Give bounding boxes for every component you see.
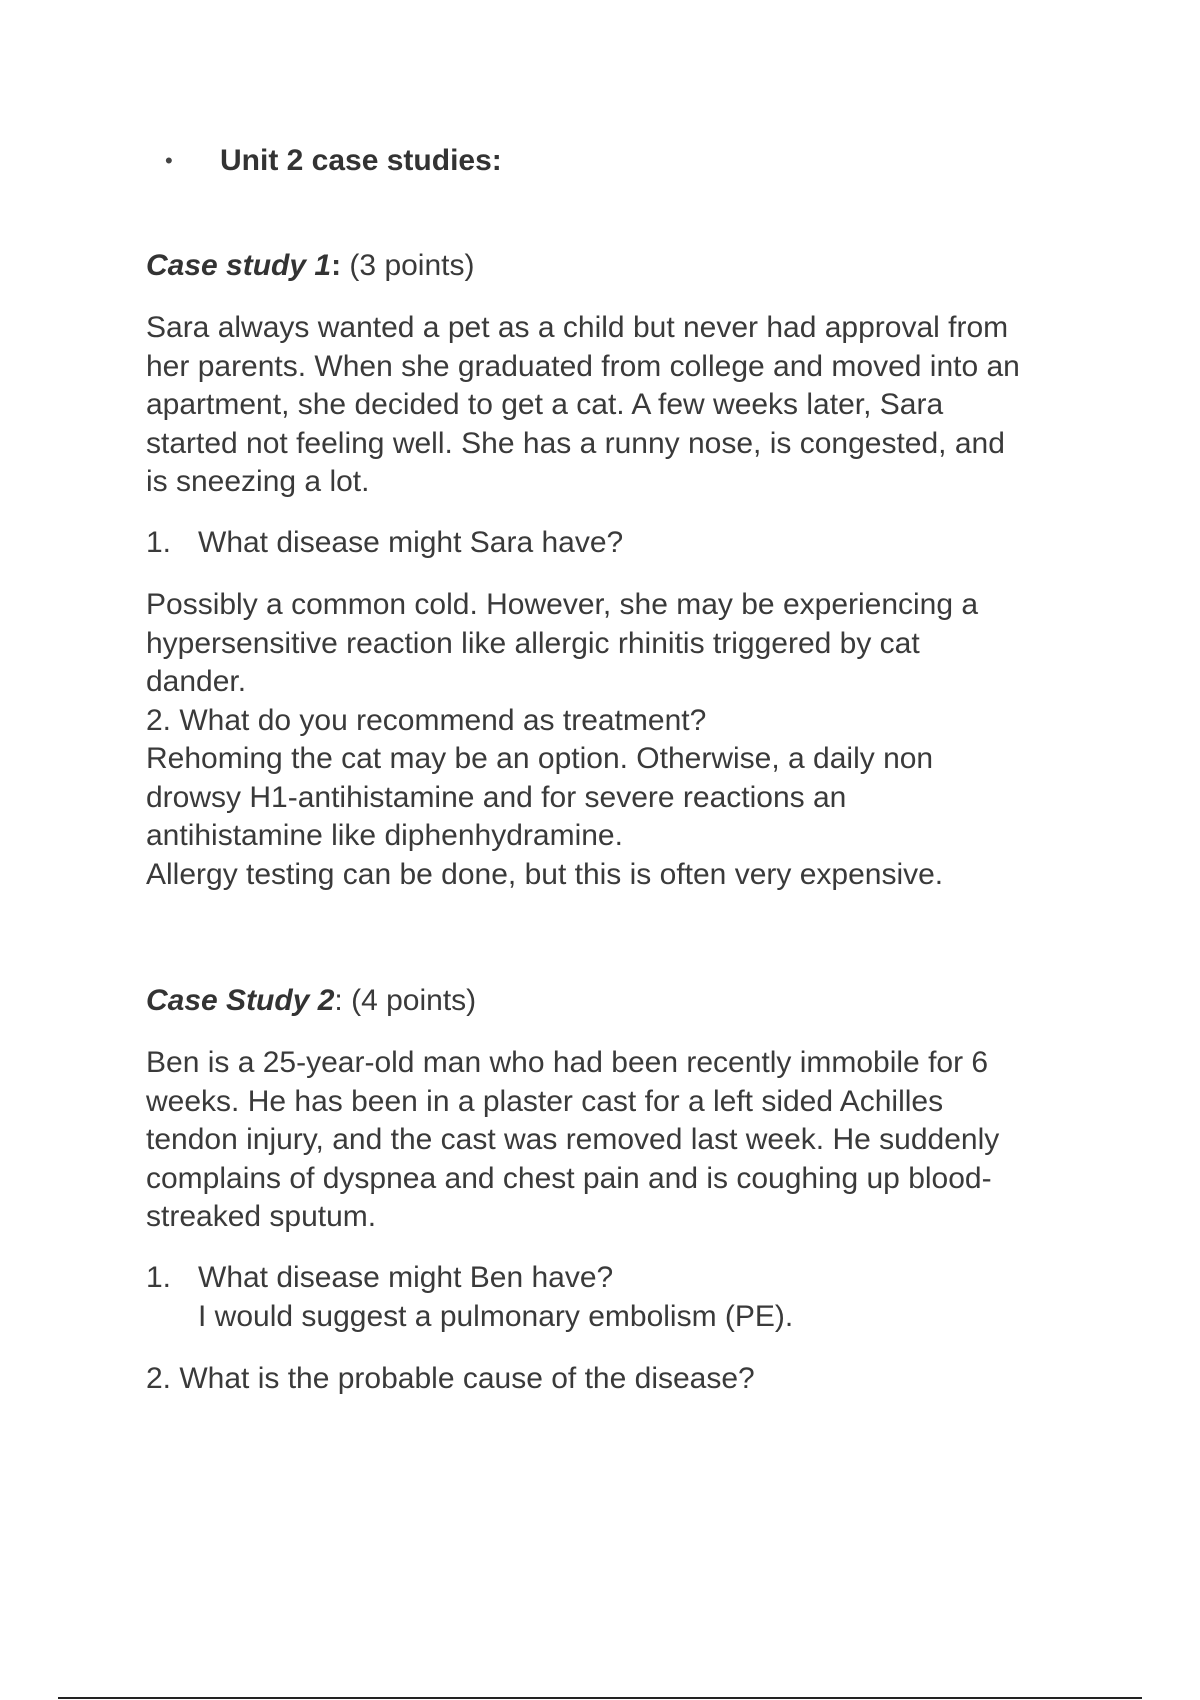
case2-title xyxy=(146,982,1096,1021)
case1-q1-text: What disease might Sara have? xyxy=(198,526,624,559)
case1-answer1-line: dander. xyxy=(146,665,247,698)
case1-answer2-line: Allergy testing can be done, but this is often very expensive. xyxy=(146,857,944,891)
case2-q1-number: 1. xyxy=(146,1261,172,1294)
case1-colon: : xyxy=(331,249,342,282)
case2-q1-text: What disease might Ben have? xyxy=(198,1261,614,1294)
unit-heading xyxy=(165,144,502,178)
case2-scenario xyxy=(146,1044,1096,1237)
case1-q1-number: 1. xyxy=(146,526,172,559)
case1-answer1-line: Possibly a common cold. However, she may be experiencing a xyxy=(146,588,979,621)
case1-scenario-line: started not feeling well. She has a runny nose, is congested, and xyxy=(146,426,1005,460)
case2-points: (4 points) xyxy=(342,984,477,1017)
page-divider xyxy=(58,1697,1142,1699)
case1-question-2: 2. What do you recommend as treatment? xyxy=(146,703,707,737)
case2-scenario-line: complains of dyspnea and chest pain and is coughing up blood- xyxy=(146,1161,992,1195)
case1-answer2-line: antihistamine like diphenhydramine. xyxy=(146,819,623,852)
case1-answer2-line: Rehoming the cat may be an option. Otherwise, a daily non xyxy=(146,742,934,775)
case1-scenario-line: her parents. When she graduated from college and moved into an xyxy=(146,349,1020,383)
case1-answer2-line: drowsy H1-antihistamine and for severe reactions an xyxy=(146,780,847,814)
case1-scenario-line: apartment, she decided to get a cat. A few weeks later, Sara xyxy=(146,388,944,421)
case1-scenario-line: Sara always wanted a pet as a child but never had approval from xyxy=(146,311,1009,344)
case2-colon: : xyxy=(334,984,343,1017)
case1-scenario-line: is sneezing a lot. xyxy=(146,465,370,498)
case1-scenario xyxy=(146,309,1096,502)
case2-label: Case Study 2 xyxy=(146,984,335,1017)
unit-heading-text: Unit 2 case studies: xyxy=(220,144,502,177)
case1-answer1-line: hypersensitive reaction like allergic rhinitis triggered by cat xyxy=(146,626,920,660)
case2-q1-answer: I would suggest a pulmonary embolism (PE). xyxy=(198,1299,794,1333)
case1-title xyxy=(146,247,1096,286)
bullet-icon: • xyxy=(165,148,173,173)
case1-label: Case study 1 xyxy=(146,249,332,282)
case2-scenario-line: tendon injury, and the cast was removed last week. He suddenly xyxy=(146,1123,1000,1156)
case1-points: (3 points) xyxy=(341,249,475,282)
case2-question-1 xyxy=(146,1259,1096,1336)
case2-q2-text: 2. What is the probable cause of the disease? xyxy=(146,1362,755,1395)
case1-answers xyxy=(146,586,1096,894)
case2-scenario-line: streaked sputum. xyxy=(146,1200,377,1233)
case1-question-1 xyxy=(146,524,1096,563)
case2-scenario-line: weeks. He has been in a plaster cast for a left sided Achilles xyxy=(146,1084,944,1118)
case2-question-2 xyxy=(146,1360,1096,1399)
case2-scenario-line: Ben is a 25-year-old man who had been recently immobile for 6 xyxy=(146,1046,989,1079)
